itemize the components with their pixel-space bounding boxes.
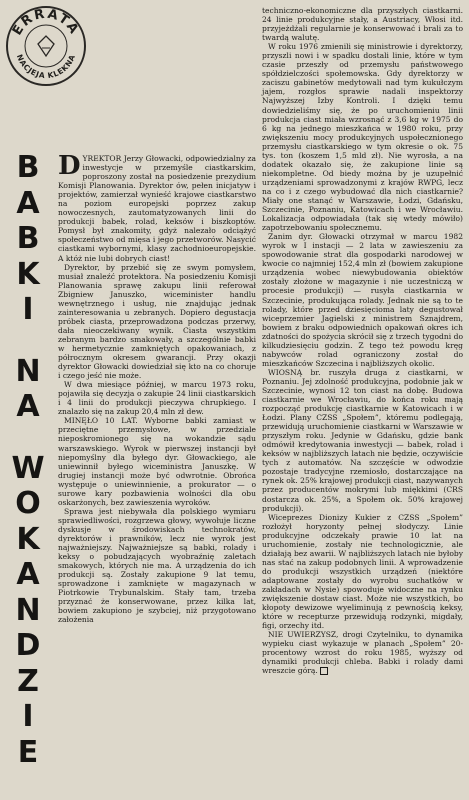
headline-letter: B	[16, 221, 40, 256]
stamp-top-text: ERRATA	[9, 8, 83, 39]
headline-letter: O	[15, 486, 41, 521]
stamp-bottom-text: NACJEJA KLEKNA	[14, 53, 78, 81]
headline-word-gap	[0, 425, 56, 451]
headline-letter: D	[15, 628, 41, 663]
headline-letter: I	[22, 292, 34, 327]
paragraph-4: MINĘŁO 10 LAT. Wyborne babki zamiast w przeciętne przemysłowe, w przedziale nieposkromionego się na wokandzie sądu warszawskiego. Wyrok w pierwszej instancji był niepomyślny dla byłego dyr. Głowackiego, ale uniewinnił byłego wiceministra Januszkę. W drugiej instancji może być odwrotnie. Obrońca występuje o uniewinnienie, a prokurator — o surowe kary pozbawienia wolności dla obu oskarżonych, bez zawieszenia wyroków.	[58, 416, 256, 507]
paragraph-2: Dyrektor, by przebić się ze swym pomysłem, musiał znaleźć protektora. Na posiedzeniu Komisji Planowania sprawę zakupu linii referował Zbigniew Januszko, wiceminister handlu wewnętrznego i usług, nie znajdując jednak zainteresowania u zebranych. Dopiero degustacja próbek ciasta, przeprowadzona podczas przerwy, dała nieoczekiwany wynik. Ciasta wszystkim zebranym bardzo smakowały, a szczególnie babki w hermetycznie zamkniętych opakowaniach, z półrocznym okresem gwarancji. Przy okazji dyrektor Głowacki dowiedział się kto na co choruje i czego jeść nie może.	[58, 262, 256, 381]
headline-letter: K	[16, 521, 40, 557]
errata-stamp-icon	[6, 6, 86, 86]
headline-letter: N	[15, 592, 41, 628]
headline-letter: K	[16, 256, 40, 292]
vertical-headline	[0, 150, 56, 790]
paragraph-r5: Wiceprezes Dionizy Kukier z CZSS „Społem” rozłożył horyzonty pełnej słodyczy. Linie produkcyjne odczekały prawie 10 lat na uruchomienie, zostały nie technologicznie, ale działają bez awarii. W najbliższych latach nie byłoby nas stać na zakup podobnych linii. A wprowadzenie do produkcji wszystkich urządzeń (niektóre adaptowane zostały do wyrobu suchatków w zakładach w Nysie) spowoduje widoczne na rynku zwiększenie dostaw ciast. Może nie wszystkich, bo kłopoty dewizowe wyeliminują z pewnością keksy, które w recepturze przewidują rodzynki, migdały, figi, orzechy itd.	[262, 512, 463, 631]
stamp-graphic	[8, 8, 84, 84]
paragraph-3: W dwa miesiące później, w marcu 1973 roku, pojawiła się decyzja o zakupie 24 linii ciastkarskich i 4 linii do produkcji pieczywa chrupkiego. I znalazło się na zakup 20,4 mln zł dew.	[58, 380, 256, 417]
paragraph-r6: NIE UWIERZYSZ, drogi Czytelniku, to dynamika wypieku ciast wykazuje w planach „Społem” 20-procentowy wzrost do roku 1985, wyższy od dynamiki produkcji chleba. Babki i rolady dami wreszcie górą.	[262, 630, 463, 676]
headline-letter: B	[16, 150, 40, 185]
paragraph-1: DYREKTOR Jerzy Głowacki, odpowiedzialny za inwestycje w przemyśle ciastkarskim, poproszony został na posiedzenie prezydium Komisji Planowania. Dyrektor ów, pełen inicjatyw i projektów, zamierzał wynieść krajowe ciastkarstwo na poziom europejski poprzez zakup nowoczesnych, zautomatyzowanych linii do produkcji babek, rolad, keksów i biszkoptów. Pomysł był znakomity, gdyż nalezało odciążyć społeczeństwo od mięsa i jego przetworów. Nasycić ciastkami wybornymi, klasy zachodnioeuropejskie. A któż nie lubi dobrych ciast!	[58, 151, 256, 263]
headline-letter: E	[17, 734, 39, 770]
paragraph-r3: Zanim dyr. Głowacki otrzymał w marcu 1982 wyrok w I instacji — 2 lata w zawieszeniu za spowodowanie strat dla gospodarki narodowej w kwocie co najmniej 152,4 mln zł (bowiem zakupione urządzenia wobec niewybudowania obiektów zostały złożone w magazynie i nie uczestniczą w procesie produkcji) — rusyła ciastkarnia w Szczecinie, produkująca rolady. Jednak nie są to te rolady, które przed dziesięcioma laty degustował wiceprzemier Jagielski z ministrem Sznajdrem, bowiem z braku odpowiednich opakowań okres ich zdatności do spożycia skrócił się z trzech tygodni do kilkudziesięciu godzin. Z tego też powodu kręg nabywców rolad ograniczony został do mieszkańców Szczecina i najbliższych okolic.	[262, 232, 463, 368]
headline-letter: N	[15, 353, 41, 389]
drop-cap: D	[58, 151, 81, 181]
headline-letter: A	[16, 557, 40, 592]
article-column-right	[262, 6, 463, 675]
headline-letter: W	[11, 450, 45, 486]
headline-letter: A	[16, 185, 40, 221]
paragraph-5: Sprawa jest niebywała dla polskiego wymiaru sprawiedliwości, rozgrzewa głowy, wywołuje liczne dyskusje w środowiskach technokratów, dyrektorów i prawników, lecz nie wyrok jest najważniejszy. Najważniejsze są babki, rolady i keksy o pobudzających wyobraźnię zaletach smakowych, których nie ma. A urządzenia do ich produkcji są. Zostały zakupione 9 lat temu, sprowadzone i zamknięte w magazynach w Piotrkowie Trybunalskim. Stały tam, trzeba przyznać że konserwowane, przez kilka lat, bowiem zakupiono je szybciej, niż przygotowano założenia	[58, 506, 256, 625]
end-mark-icon	[320, 667, 328, 675]
headline-letter: I	[22, 699, 34, 734]
article-column-left	[58, 151, 256, 625]
paragraph-r2: W roku 1976 zmienili się ministrowie i dyrektorzy, przyszli nowi i w spadku dostali linie, które w tym czasie przeszły od przemysłu państwowego spółdzielczości społemowska. Gdy dyrektorzy w zaciszu gabinetów medytowali nad tym kukułczym jajem, rozgłos sprawie nadali inspektorzy Najwyższej Izby Kontroli. I dzięki temu dowiedzieliśmy się, że po uruchomieniu linii produkcja ciast miała wzrosnąć z 3,6 kg w 1975 do 6 kg na jednego mieszkańca w 1980 roku, przy zwiększeniu mocy produkcyjnych uspołecznionego przemysłu ciastkarskiego w tym okresie o ok. 75 tys. ton (koszem 1,5 mld zł). Nie wyrosła, a na dodatek okazało się, że zakupione linie są niekompletne. Od biedy można by je uzupełnić urządzeniami sprowadzonymi z krajów RWPG, lecz na co i z czego wybudować dla nich ciastkarnie? Miały one stanąć w Warszawie, Łodzi, Gdańsku, Szczecinie, Poznaniu, Katowicach i we Wrocławiu. Lokalizacja odpowiadała (tak się wtedy mówiło) zapotrzebowaniu społecznemu.	[262, 42, 463, 233]
headline-word-gap	[0, 328, 56, 354]
paragraph-r4: WIOSNĄ br. ruszyła druga z ciastkarni, w Poznaniu. Jej zdolność produkcyjna, podobnie jak w Szczecinie, wynosi 12 ton ciast na dobę. Budowa ciastkarnie we Wrocławiu, do końca roku mają rozpocząć produkcję ciastkarnie w Katowicach i w Łodzi. Plany CZSS „Społem”, któremu podlegają, przewidują uruchomienie ciastkarni w Warszawie w przyszłym roku. Jedynie w Gdańsku, gdzie bank odmówił kredytowania inwestycji — babek, rolad i keksów w najbliższych latach nie będzie, oczywiście tych z automatów. Na szczęście w odwodzie pozostaje tradycyjne rzemiosło, dostarczające na rynek ok. 25% krajowej produkcji ciast, nazywanych przez producentów mokrymi lub miękkimi (CRS dostarcza ok. 25%, a Społem ok. 50% krajowej produkcji).	[262, 367, 463, 513]
paragraph-r1: techniczno-ekonomiczne dla przyszłych ciastkarni. 24 linie produkcyjne stały, a Austriacy, Włosi itd. przyjeżdżali regularnie je konserwować i brali za to twardą walutę.	[262, 6, 463, 43]
headline-letter: A	[16, 389, 40, 424]
headline-letter: Z	[17, 663, 39, 699]
